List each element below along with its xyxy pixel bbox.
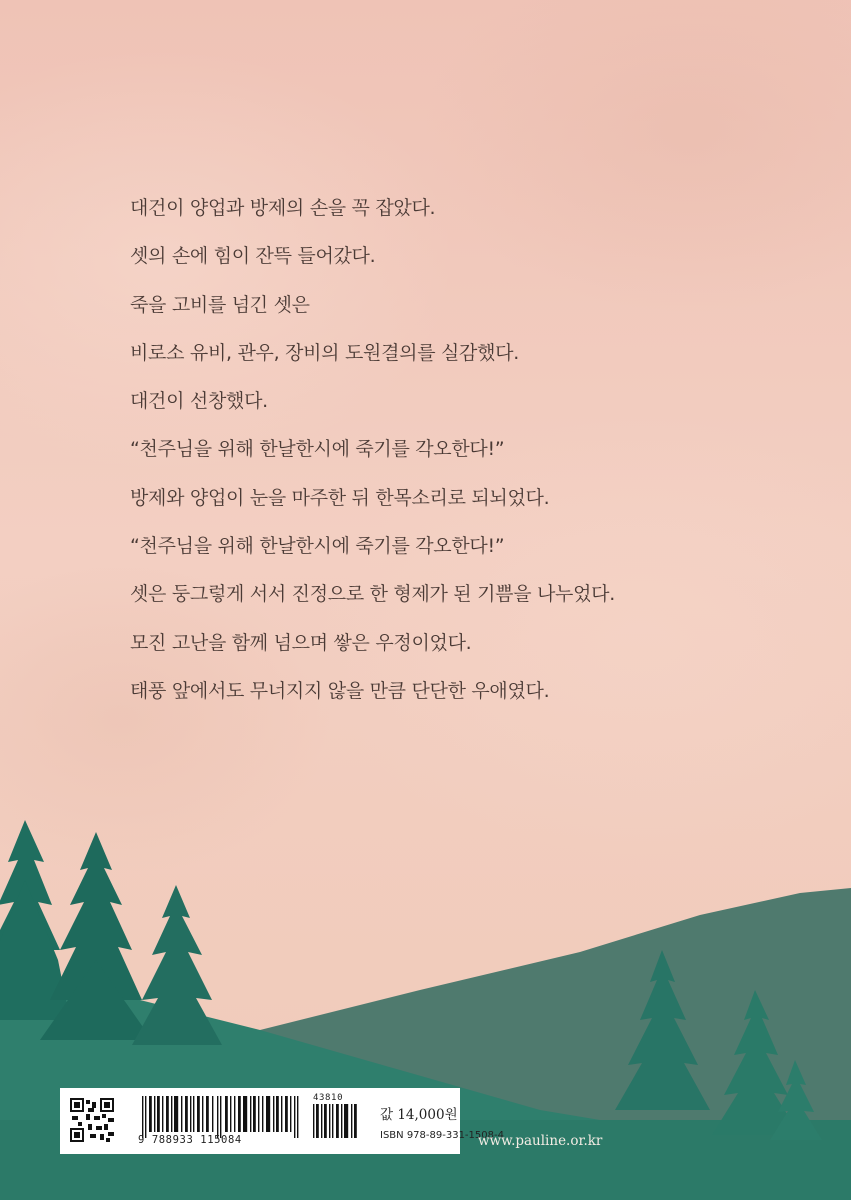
- qr-code-icon: [70, 1098, 114, 1142]
- story-line: 대건이 선창했다.: [130, 390, 268, 413]
- tree-left-3: [132, 885, 222, 1045]
- price-label: 값 14,000원: [380, 1107, 458, 1123]
- story-line: “천주님을 위해 한날한시에 죽기를 각오한다!”: [130, 535, 505, 558]
- story-line: 모진 고난을 함께 넘으며 쌓은 우정이었다.: [130, 631, 472, 654]
- isbn-label: ISBN 978-89-331-1508-4: [380, 1130, 504, 1141]
- isbn-barcode: [140, 1096, 300, 1138]
- story-line: 죽을 고비를 넘긴 셋은: [130, 293, 310, 316]
- story-excerpt: [130, 184, 770, 715]
- addon-barcode: [313, 1104, 359, 1138]
- story-line: “천주님을 위해 한날한시에 죽기를 각오한다!”: [130, 438, 505, 461]
- story-line: 방제와 양업이 눈을 마주한 뒤 한목소리로 되뇌었다.: [130, 486, 550, 509]
- story-line: 셋의 손에 힘이 잔뜩 들어갔다.: [130, 245, 376, 268]
- story-line: 비로소 유비, 관우, 장비의 도원결의를 실감했다.: [130, 341, 519, 364]
- barcode-addon-number: 43810: [313, 1093, 344, 1103]
- story-line: 셋은 둥그렇게 서서 진정으로 한 형제가 된 기쁨을 나누었다.: [130, 583, 615, 606]
- story-line: 태풍 앞에서도 무너지지 않을 만큼 단단한 우애였다.: [130, 679, 550, 702]
- barcode-number: 9 788933 115084: [138, 1134, 242, 1146]
- barcode-label: [60, 1088, 504, 1154]
- publisher-website: www.pauline.or.kr: [478, 1133, 603, 1149]
- story-line: 대건이 양업과 방제의 손을 꼭 잡았다.: [130, 197, 436, 219]
